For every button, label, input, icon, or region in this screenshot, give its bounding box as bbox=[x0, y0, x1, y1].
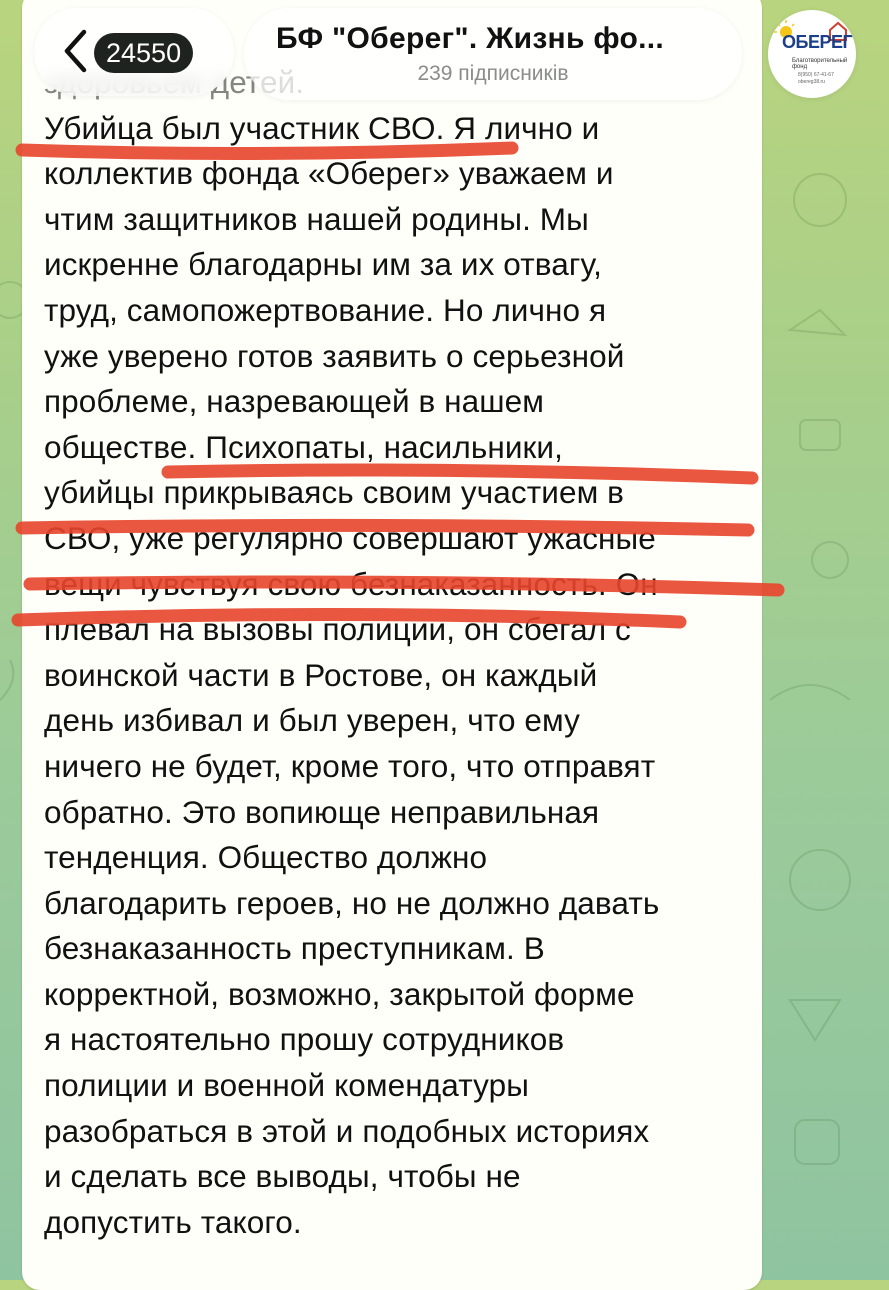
avatar-site: obereg38.ru bbox=[798, 79, 825, 85]
message-line: тенденция. Общество должно bbox=[44, 839, 488, 876]
message-line: безнаказанность преступникам. В bbox=[44, 930, 545, 967]
avatar-contact bbox=[798, 72, 834, 86]
message-line: ничего не будет, кроме того, что отправят bbox=[44, 747, 656, 784]
message-line: день избивал и был уверен, что ему bbox=[44, 702, 580, 739]
message-line: искренне благодарны им за их отвагу, bbox=[44, 246, 602, 283]
message-line: обществе. Психопаты, насильники, bbox=[44, 428, 563, 465]
message-line: СВО, уже регулярно совершают ужасные bbox=[44, 519, 656, 556]
subscriber-count: 239 підписників bbox=[417, 62, 569, 85]
chat-header bbox=[0, 0, 889, 110]
message-line: проблеме, назревающей в нашем bbox=[44, 383, 545, 420]
avatar-subtitle: Благотворительный фонд bbox=[792, 58, 848, 70]
unread-count-badge: 24550 bbox=[94, 33, 193, 73]
avatar-phone: 8(950) 67-41-67 bbox=[798, 72, 834, 78]
channel-avatar[interactable] bbox=[768, 10, 856, 98]
message-line: труд, самопожертвование. Но лично я bbox=[44, 291, 607, 328]
message-line: коллектив фонда «Оберег» уважаем и bbox=[44, 155, 614, 192]
message-line: воинской части в Ростове, он каждый bbox=[44, 656, 598, 693]
message-line: Убийца был участник СВО. Я лично и bbox=[44, 109, 600, 146]
avatar-logo-text: ОБЕРЕГ bbox=[782, 32, 853, 52]
message-line: допустить такого. bbox=[44, 1203, 302, 1240]
message-line: я настоятельно прошу сотрудников bbox=[44, 1021, 565, 1058]
message-line: убийцы прикрываясь своим участием в bbox=[44, 474, 625, 511]
message-line: вещи чувствуя свою безнаказанность. Он bbox=[44, 565, 658, 602]
message-line: благодарить героев, но не должно давать bbox=[44, 884, 660, 921]
message-line: и сделать все выводы, чтобы не bbox=[44, 1158, 521, 1195]
message-line: чтим защитников нашей родины. Мы bbox=[44, 200, 589, 237]
message-line: плевал на вызовы полиции, он сбегал с bbox=[44, 611, 631, 648]
message-line: корректной, возможно, закрытой форме bbox=[44, 975, 635, 1012]
message-line: уже уверено готов заявить о серьезной bbox=[44, 337, 625, 374]
message-line: полиции и военной комендатуры bbox=[44, 1067, 529, 1104]
channel-title: БФ "Оберег". Жизнь фо... bbox=[276, 22, 665, 55]
chevron-left-icon[interactable] bbox=[62, 28, 88, 74]
message-line: обратно. Это вопиюще неправильная bbox=[44, 793, 600, 830]
message-text bbox=[44, 60, 754, 1245]
message-line: разобраться в этой и подобных историях bbox=[44, 1112, 650, 1149]
